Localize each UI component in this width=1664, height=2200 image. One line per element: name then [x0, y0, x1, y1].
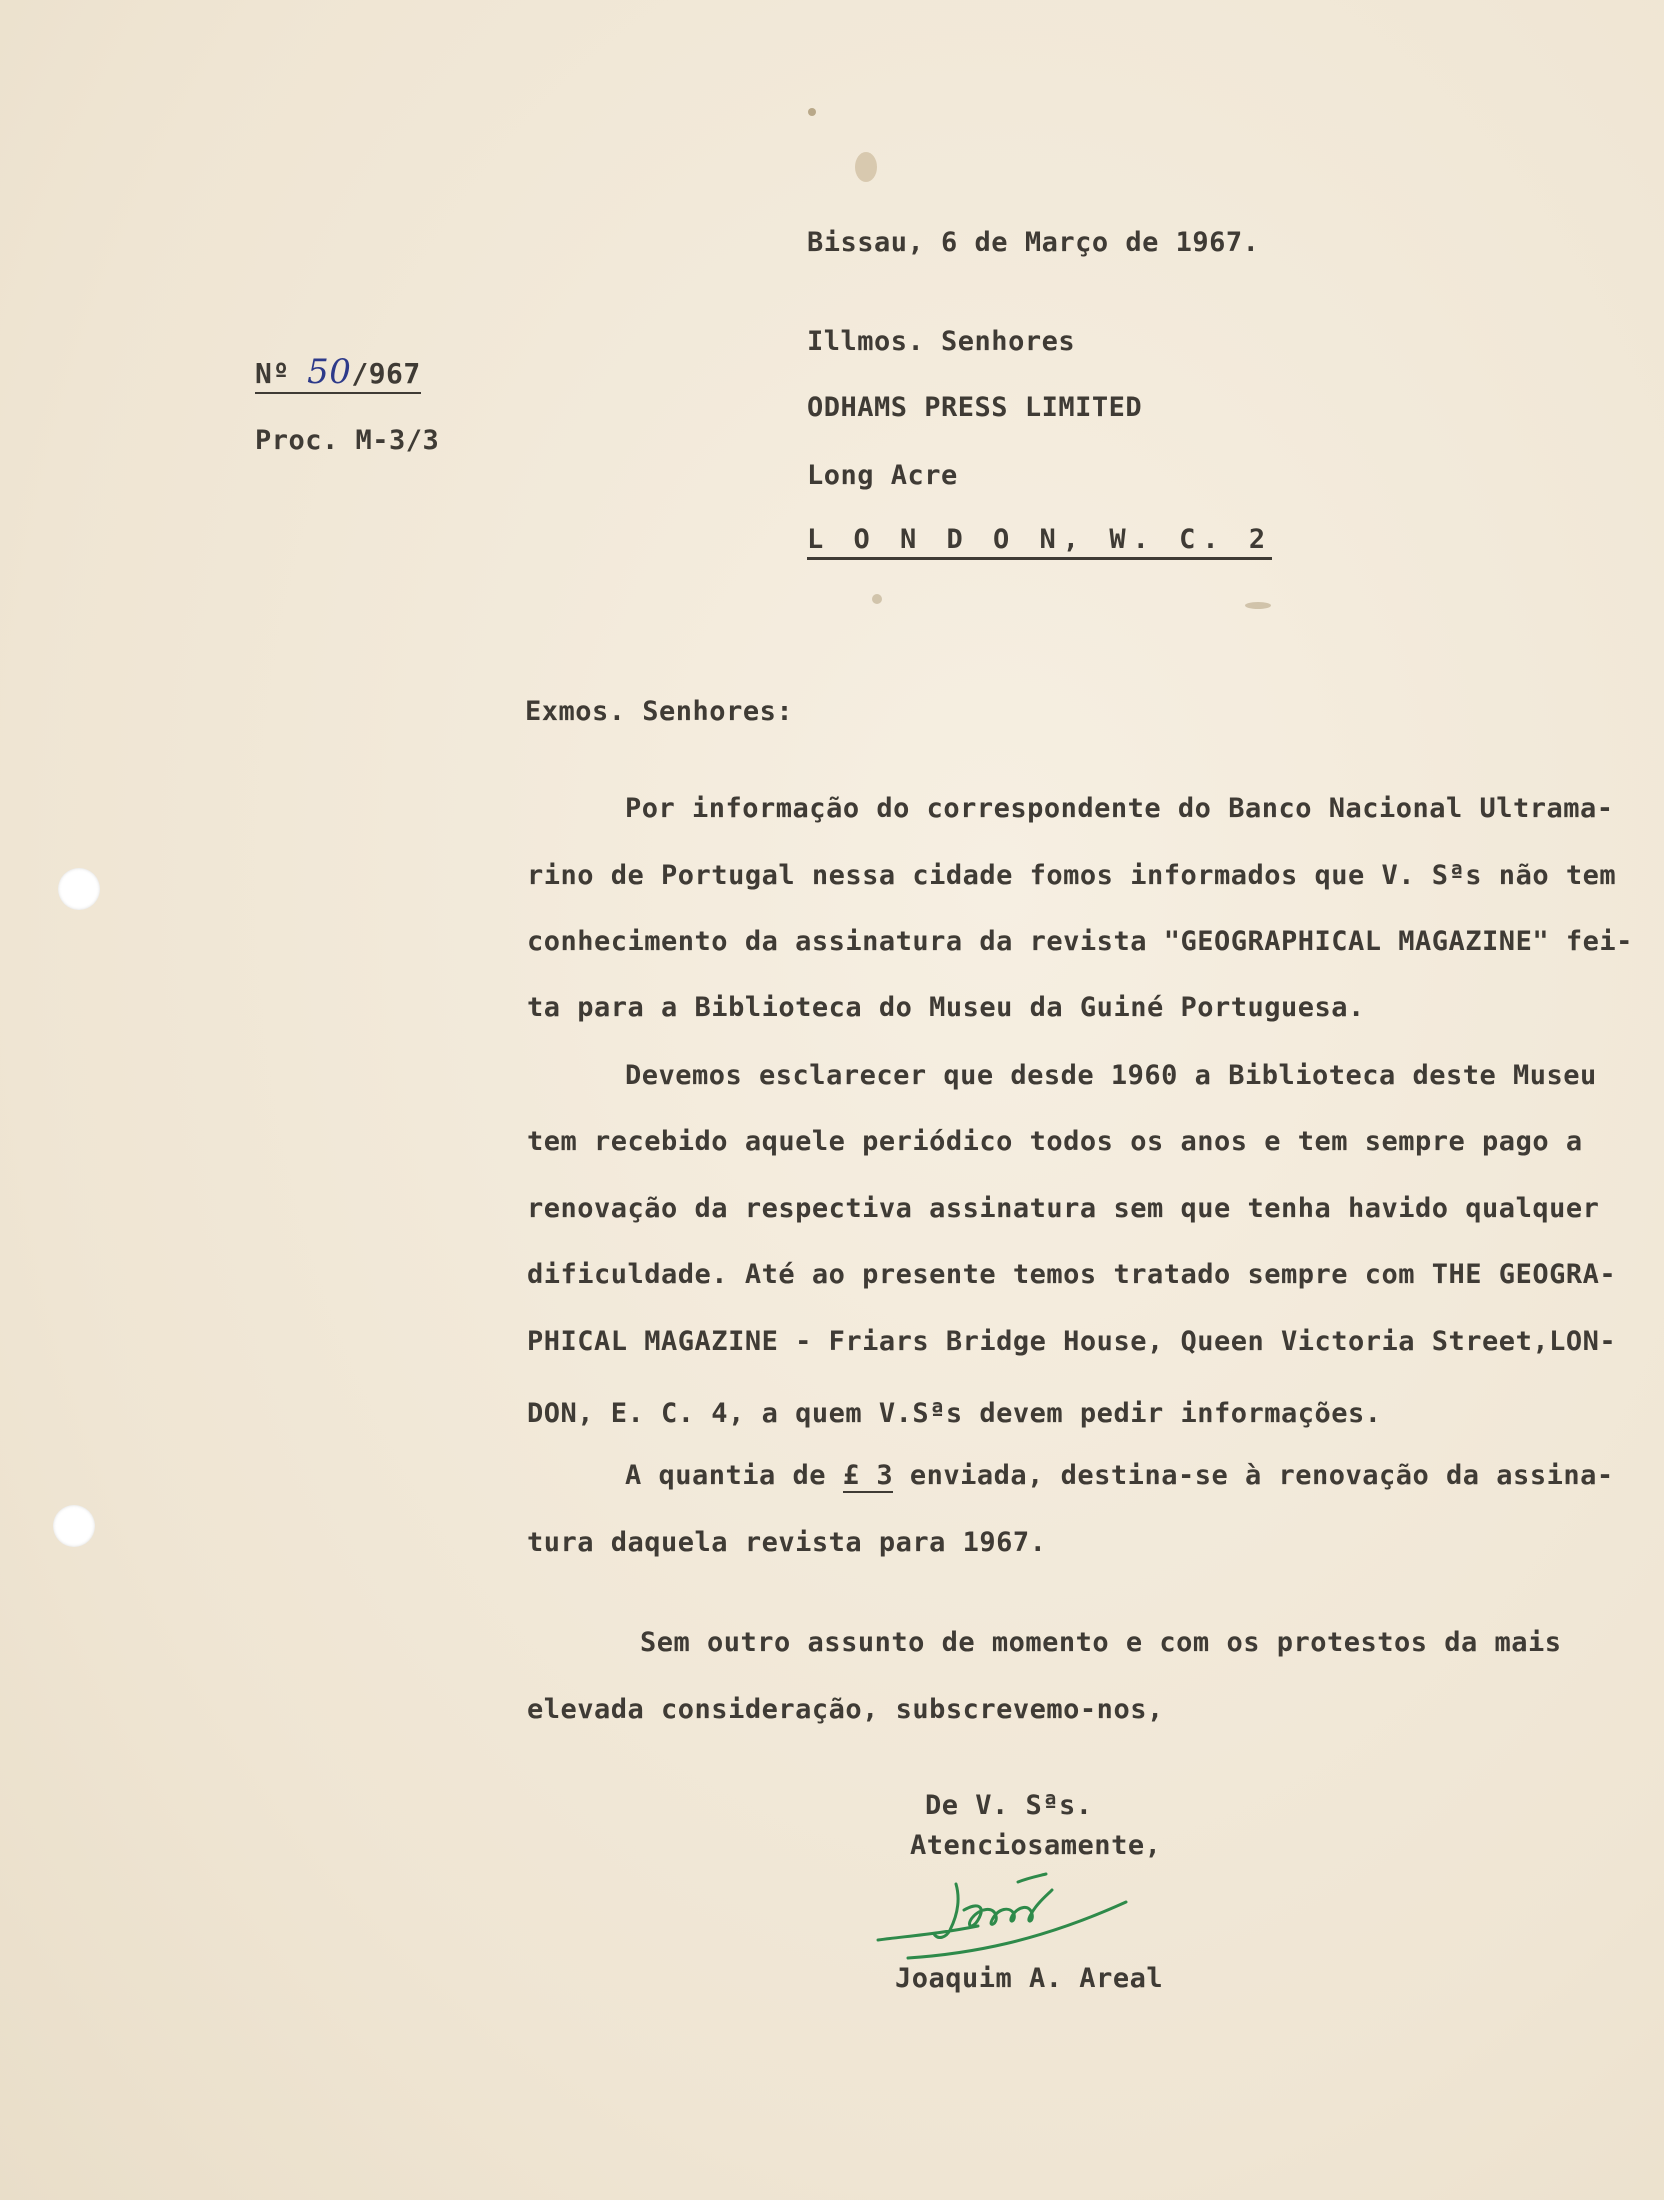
reference-suffix: /967 — [351, 357, 421, 390]
process-reference: Proc. M-3/3 — [255, 425, 440, 456]
valediction-line: De V. Sªs. — [925, 1790, 1093, 1821]
body-line: rino de Portugal nessa cidade fomos informados que V. Sªs não tem — [527, 860, 1617, 891]
amount-line-before: A quantia de — [625, 1460, 843, 1491]
body-line: ta para a Biblioteca do Museu da Guiné Portuguesa. — [527, 992, 1365, 1023]
paper-speck — [872, 594, 882, 604]
reference-number — [255, 352, 421, 392]
paper-speck — [808, 108, 816, 116]
recipient-company: ODHAMS PRESS LIMITED — [807, 392, 1143, 423]
amount-line-after: enviada, destina-se à renovação da assina- — [893, 1460, 1614, 1491]
punch-hole-bottom — [53, 1505, 95, 1547]
body-line: dificuldade. Até ao presente temos tratado sempre com THE GEOGRA- — [527, 1259, 1617, 1290]
paper-speck — [1245, 602, 1271, 609]
punch-hole-top — [58, 868, 100, 910]
body-line: renovação da respectiva assinatura sem que tenha havido qualquer — [527, 1193, 1600, 1224]
body-line: Devemos esclarecer que desde 1960 a Biblioteca deste Museu — [625, 1060, 1597, 1091]
reference-number-underlined — [255, 352, 421, 394]
valediction-line: Atenciosamente, — [910, 1830, 1162, 1861]
reference-handwritten-number: 50 — [307, 352, 352, 392]
body-line: conhecimento da assinatura da revista "GEOGRAPHICAL MAGAZINE" fei- — [527, 926, 1633, 957]
amount-line-2: tura daquela revista para 1967. — [527, 1527, 1047, 1558]
reference-prefix: Nº — [255, 357, 290, 390]
body-line: Por informação do correspondente do Banco Nacional Ultrama- — [625, 793, 1614, 824]
amount-line — [625, 1460, 1614, 1491]
recipient-city: L O N D O N, W. C. 2 — [807, 524, 1272, 560]
body-line: tem recebido aquele periódico todos os anos e tem sempre pago a — [527, 1126, 1583, 1157]
salutation: Exmos. Senhores: — [525, 696, 794, 727]
recipient-line: Illmos. Senhores — [807, 326, 1076, 357]
handwritten-signature — [868, 1862, 1138, 1972]
signature-stroke — [878, 1874, 1126, 1958]
closing-line: elevada consideração, subscrevemo-nos, — [527, 1694, 1164, 1725]
body-line: PHICAL MAGAZINE - Friars Bridge House, Queen Victoria Street,LON- — [527, 1326, 1617, 1357]
letter-date: Bissau, 6 de Março de 1967. — [807, 227, 1260, 258]
amount-value: £ 3 — [842, 1460, 894, 1491]
recipient-street: Long Acre — [807, 460, 958, 491]
closing-line: Sem outro assunto de momento e com os protestos da mais — [640, 1627, 1562, 1658]
signer-name: Joaquim A. Areal — [895, 1963, 1164, 1994]
paper-speck — [855, 152, 877, 182]
body-line: DON, E. C. 4, a quem V.Sªs devem pedir informações. — [527, 1398, 1382, 1429]
